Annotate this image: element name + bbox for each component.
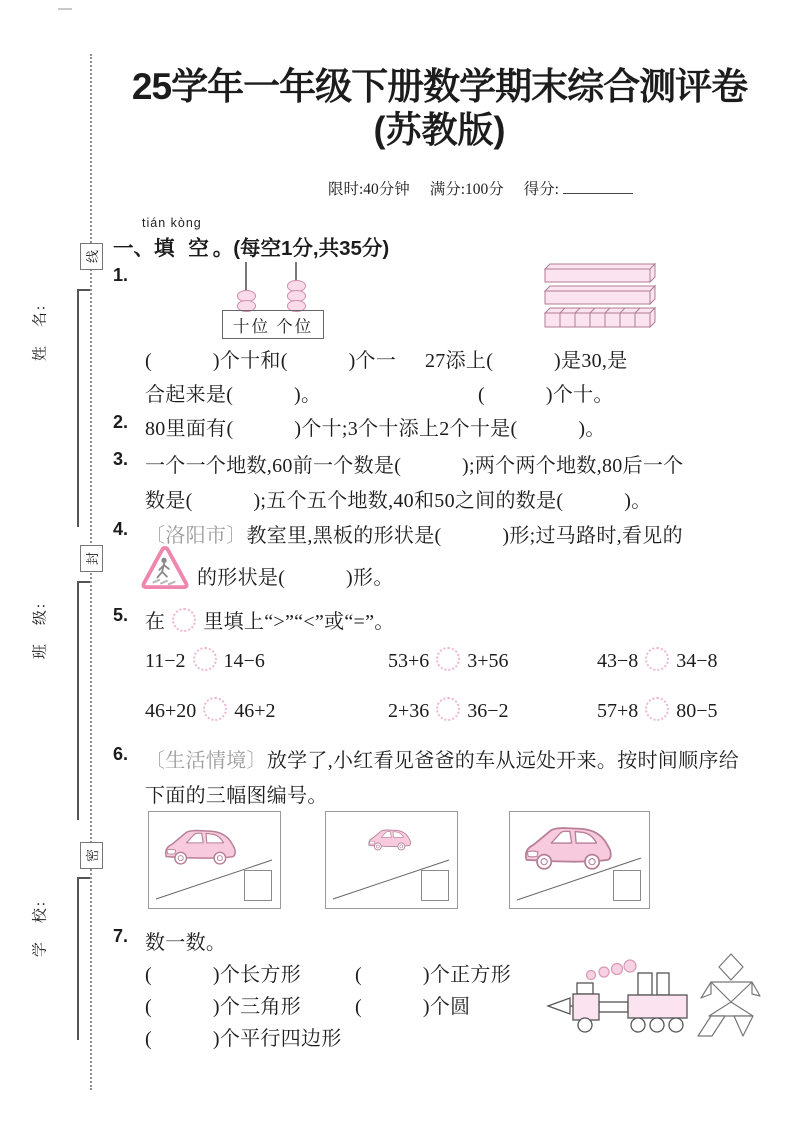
q7-item-rectangle: ( )个长方形 — [145, 964, 302, 986]
score-blank-line — [563, 179, 633, 194]
expression: 34−8 — [676, 650, 718, 672]
q1-number: 1. — [113, 265, 129, 285]
name-writing-line — [77, 289, 79, 527]
seal-char-box-feng — [80, 545, 103, 572]
q4-line1-text: 教室里,黑板的形状是( )形;过马路时,看见的 — [246, 525, 683, 547]
expression: 14−6 — [223, 650, 265, 672]
q6-picture-panel-2 — [325, 811, 458, 909]
line-tick — [77, 289, 90, 291]
paper-title-edition: (苏教版) — [373, 109, 506, 150]
q5-compare-cell — [388, 647, 509, 673]
expression: 53+6 — [388, 650, 430, 672]
q1-line2-left: 合起来是( )。 — [145, 384, 322, 406]
expression: 2+36 — [388, 700, 430, 722]
q3-line1: 一个一个地数,60前一个数是( );两个两个地数,80后一个 — [145, 455, 684, 477]
seal-char-box-mi — [80, 842, 103, 869]
blank-flower-shape — [436, 697, 460, 721]
full-score: 满分:100分 — [429, 181, 504, 198]
q6-picture-panel-1 — [148, 811, 281, 909]
expression: 43−8 — [597, 650, 639, 672]
section-heading — [113, 231, 389, 261]
q4-number: 4. — [113, 519, 129, 539]
pinyin-annotation: tián kòng — [142, 216, 202, 230]
q7-item-square: ( )个正方形 — [355, 964, 512, 986]
q1-line1-right: 27添上( )是30,是 — [425, 350, 628, 372]
line-tick — [77, 581, 90, 583]
expression: 46+2 — [234, 700, 276, 722]
q5-compare-cell — [388, 697, 509, 723]
seal-char: 封 — [84, 551, 100, 566]
expression: 3+56 — [467, 650, 509, 672]
corner-crop-mark — [58, 8, 72, 10]
q5-intro-after: 里填上“>”“<”或“=”。 — [203, 611, 395, 633]
blank-flower-shape — [193, 647, 217, 671]
q6-answer-box — [613, 870, 641, 901]
q5-compare-cell — [145, 697, 276, 723]
q1-line1-left: ( )个十和( )个一 — [145, 350, 397, 372]
class-label: 班 级: — [32, 601, 49, 660]
blank-flower-shape — [436, 647, 460, 671]
q3-line2: 数是( );五个五个地数,40和50之间的数是( )。 — [145, 490, 652, 512]
q6-line1-text: 放学了,小红看见爸爸的车从远处开来。按时间顺序给 — [266, 750, 740, 772]
q3-number: 3. — [113, 449, 129, 469]
student-name-label: 姓 名: — [32, 303, 49, 362]
car-medium-image — [161, 824, 241, 869]
tangram-person-image — [696, 950, 766, 1042]
q5-intro — [145, 605, 395, 634]
q6-picture-panel-3 — [509, 811, 650, 909]
q2-text: 80里面有( )个十;3个十添上2个十是( )。 — [145, 418, 606, 440]
abacus-place-value-box: 十位 个位 — [222, 310, 324, 339]
section-number: 一、 — [113, 237, 154, 260]
q6-line2: 下面的三幅图编号。 — [145, 785, 328, 807]
section-period: 。 — [212, 237, 234, 260]
q5-compare-cell — [145, 647, 265, 673]
q5-compare-cell — [597, 697, 718, 723]
expression: 46+20 — [145, 700, 197, 722]
section-word: 填 空 — [154, 237, 213, 260]
q7-item-parallelogram: ( )个平行四边形 — [145, 1028, 342, 1050]
q4-source-tag: 〔洛阳市〕 — [145, 525, 247, 547]
q5-compare-cell — [597, 647, 718, 673]
q5-intro-before: 在 — [145, 611, 166, 633]
q7-number: 7. — [113, 926, 129, 946]
seal-char: 密 — [84, 848, 100, 863]
q4-line1 — [145, 519, 683, 548]
school-label: 学 校: — [32, 899, 49, 958]
q7-text: 数一数。 — [145, 932, 227, 954]
car-small-image — [366, 826, 414, 853]
expression: 36−2 — [467, 700, 509, 722]
q2-number: 2. — [113, 412, 129, 432]
pedestrian-crossing-sign-icon — [141, 546, 189, 590]
score-label: 得分: — [523, 181, 559, 198]
q6-context-tag: 〔生活情境〕 — [145, 750, 267, 772]
q6-answer-box — [244, 870, 272, 901]
expression: 11−2 — [145, 650, 186, 672]
q6-line1 — [145, 744, 739, 773]
q4-line2: 的形状是( )形。 — [197, 567, 394, 589]
blank-flower-shape — [645, 647, 669, 671]
q7-item-circle: ( )个圆 — [355, 996, 471, 1018]
expression: 57+8 — [597, 700, 639, 722]
paper-title: 25学年一年级下册数学期末综合测评卷 — [131, 66, 748, 107]
blank-flower-shape — [203, 697, 227, 721]
seal-char: 线 — [84, 249, 100, 264]
blank-flower-shape — [645, 697, 669, 721]
base-ten-blocks-image — [543, 263, 661, 333]
expression: 80−5 — [676, 700, 718, 722]
section-note: (每空1分,共35分) — [233, 237, 390, 260]
q7-item-triangle: ( )个三角形 — [145, 996, 302, 1018]
seal-char-box-xian — [80, 243, 103, 270]
q6-answer-box — [421, 870, 449, 901]
q6-number: 6. — [113, 744, 129, 764]
exam-meta — [328, 177, 633, 199]
q5-number: 5. — [113, 605, 129, 625]
seal-dotted-line — [90, 54, 92, 1090]
time-limit: 限时:40分钟 — [328, 181, 410, 198]
line-tick — [77, 877, 90, 879]
school-writing-line — [77, 877, 79, 1040]
class-writing-line — [77, 581, 79, 820]
shape-train-image — [540, 946, 692, 1040]
q1-line2-right: ( )个十。 — [478, 384, 614, 406]
blank-flower-shape — [172, 608, 196, 632]
car-large-image — [520, 820, 618, 875]
